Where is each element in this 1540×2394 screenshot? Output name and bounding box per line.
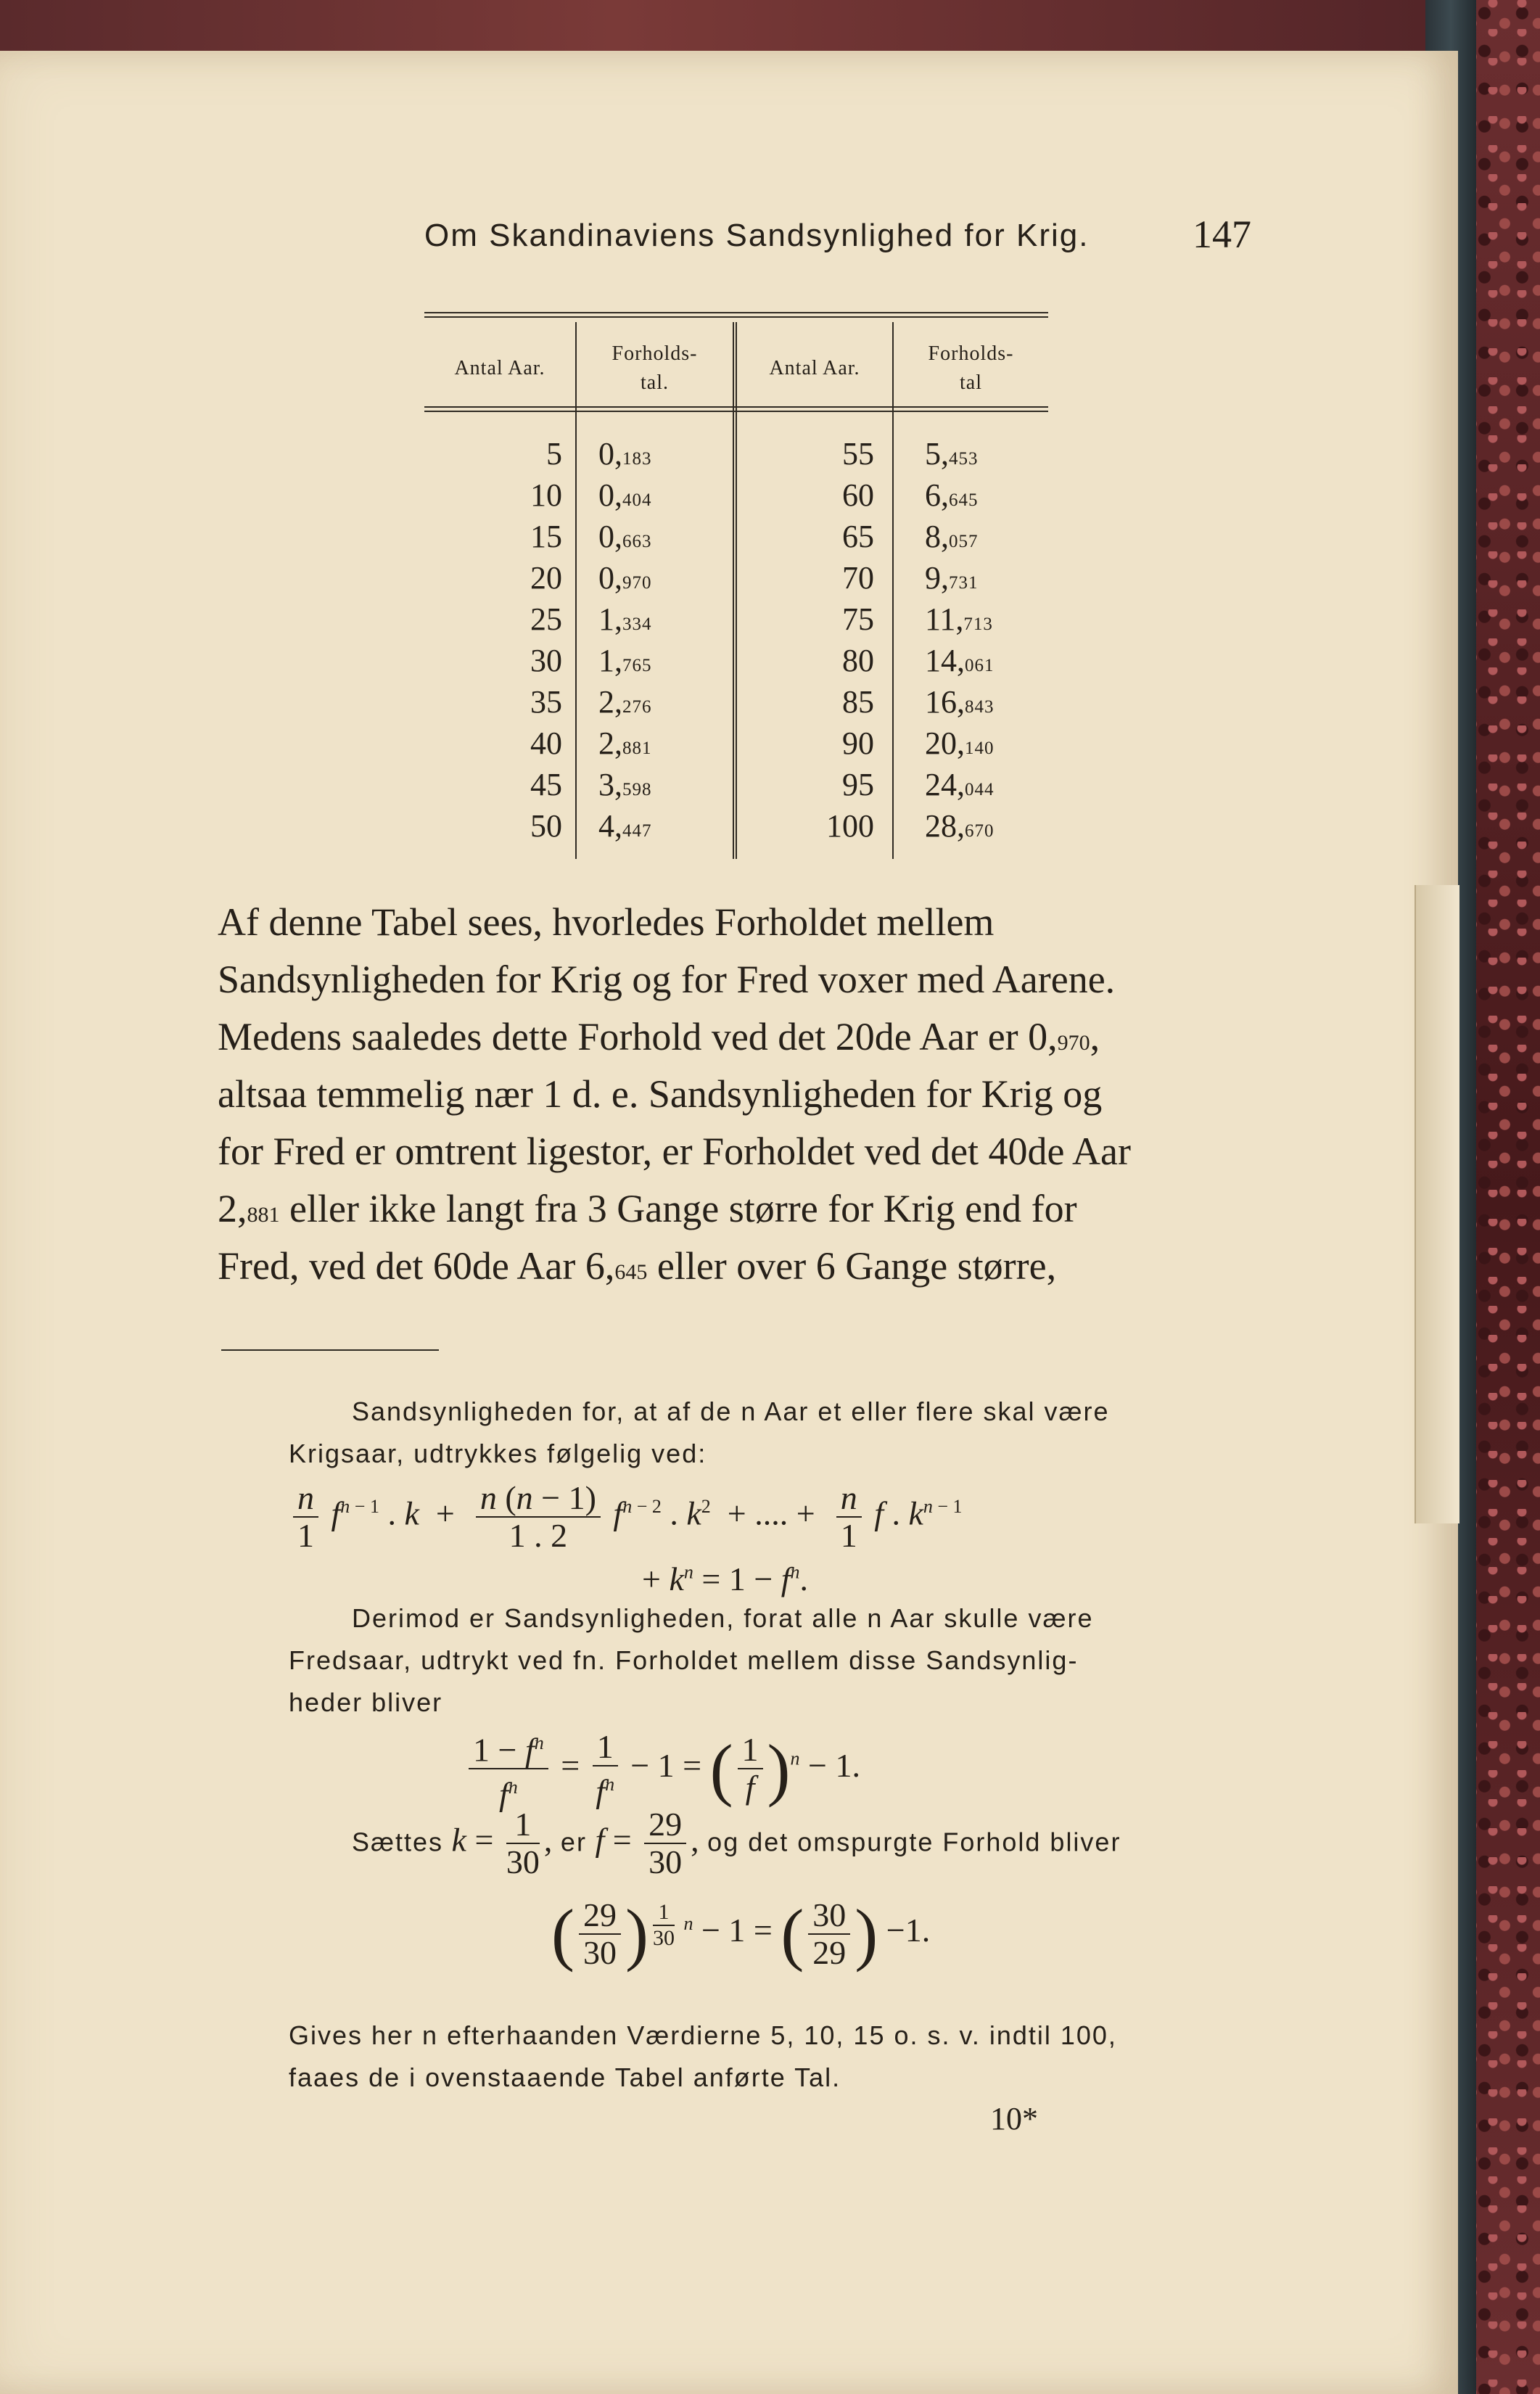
table-cell-ratio: 20,140: [925, 725, 995, 761]
table-top-rule: [424, 312, 1048, 318]
table-cell-years: 15: [530, 519, 562, 554]
table-cell-years: 70: [842, 560, 874, 596]
footnote-line: Fredsaar, udtrykt ved fn. Forholdet mellem disse Sandsynlig-: [289, 1645, 1079, 1675]
table-cell-years: 50: [530, 808, 562, 844]
table-cell-years: 25: [530, 601, 562, 637]
table-cell-ratio: 0,663: [598, 519, 652, 554]
running-head: [424, 213, 1251, 268]
table-cell-years: 60: [842, 477, 874, 513]
equation-ratio: $\frac{1 - f^n}{f^n}$ = $\frac{1}{f^n}$ − 1 = ( $\frac{1}{f}$ )$^n$ − 1.: [464, 1725, 860, 1813]
running-title: Om Skandinaviens Sandsynlighed for Krig.: [424, 218, 1090, 253]
table-cell-ratio: 0,183: [598, 436, 652, 472]
footnote-line: Gives her n efterhaanden Værdierne 5, 10, 15 o. s. v. indtil 100,: [289, 2020, 1117, 2050]
table-cell-years: 10: [530, 477, 562, 513]
table-cell-ratio: 2,881: [598, 725, 652, 761]
table-cell-ratio: 6,645: [925, 477, 979, 513]
table-cell-ratio: 4,447: [598, 808, 652, 844]
table-cell-ratio: 3,598: [598, 767, 652, 802]
text-line: altsaa temmelig nær 1 d. e. Sandsynligheden for Krig og: [218, 1072, 1103, 1116]
table-cell-years: 100: [826, 808, 874, 844]
text-line: Fred, ved det 60de Aar 6,645 eller over 6 Gange større,: [218, 1244, 1057, 1288]
table-header-cell: Forholds- tal: [928, 342, 1014, 394]
table-cell-years: 80: [842, 643, 874, 678]
torn-page-fragment: [1415, 885, 1459, 1523]
table-cell-years: 30: [530, 643, 562, 678]
footnote-rule: [221, 1349, 439, 1351]
table-cell-ratio: 8,057: [925, 519, 979, 554]
text-line: 2,881 eller ikke langt fra 3 Gange større for Krig end for: [218, 1187, 1077, 1230]
equation-result: ( $\frac{29}{30}$ ) $^{\frac{1}{30} n}$ − 1 = ( $\frac{30}{29}$ ) −1.: [551, 1895, 931, 1973]
table-cell-ratio: 5,453: [925, 436, 979, 472]
footnote-line: heder bliver: [289, 1687, 443, 1717]
equation-sum: $\frac{n}{1}$ $f^{n - 1}$ . k + $\frac{n (n - 1)}{1 . 2}$ $f^{n - 2}$ . $k^2$ + .... + $\frac{n}{1}$ f . $k^{n - 1}$: [289, 1480, 963, 1554]
table-header-cell: Forholds- tal.: [612, 342, 698, 394]
text-line: Af denne Tabel sees, hvorledes Forholdet mellem: [218, 900, 995, 944]
table-header-cell: Antal Aar.: [769, 357, 860, 379]
table-cell-ratio: 9,731: [925, 560, 979, 596]
table-cell-ratio: 0,404: [598, 477, 652, 513]
table-cell-years: 5: [546, 436, 562, 472]
table-cell-years: 65: [842, 519, 874, 554]
data-table: [424, 312, 1048, 863]
signature-mark: 10*: [990, 2101, 1038, 2136]
table-cell-years: 95: [842, 767, 874, 802]
table-cell-years: 90: [842, 725, 874, 761]
table-cell-ratio: 28,670: [925, 808, 995, 844]
table-cell-ratio: 16,843: [925, 684, 995, 720]
table-cell-years: 40: [530, 725, 562, 761]
table-cell-years: 45: [530, 767, 562, 802]
page-number: 147: [1193, 213, 1251, 256]
table-cell-ratio: 2,276: [598, 684, 652, 720]
table-cell-years: 85: [842, 684, 874, 720]
table-cell-ratio: 11,713: [925, 601, 993, 637]
table-cell-ratio: 0,970: [598, 560, 652, 596]
footnote-line: Sandsynligheden for, at af de n Aar et eller flere skal være: [352, 1396, 1110, 1426]
footnote-line: faaes de i ovenstaaende Tabel anførte Tal.: [289, 2062, 841, 2092]
table-cell-ratio: 1,765: [598, 643, 652, 678]
footnote-line: Derimod er Sandsynligheden, forat alle n Aar skulle være: [352, 1603, 1094, 1633]
table-cell-years: 35: [530, 684, 562, 720]
table-cell-ratio: 24,044: [925, 767, 995, 802]
table-cell-years: 75: [842, 601, 874, 637]
equation-sum-tail: + $k^n = 1 - f^n$.: [642, 1560, 809, 1597]
text-line: Sandsynligheden for Krig og for Fred voxer med Aarene.: [218, 958, 1116, 1001]
table-header-cell: Antal Aar.: [454, 357, 545, 379]
table-cell-ratio: 14,061: [925, 643, 995, 678]
table-cell-years: 20: [530, 560, 562, 596]
main-paragraph: [218, 894, 1248, 1295]
text-line: Medens saaledes dette Forhold ved det 20de Aar er 0,970,: [218, 1015, 1100, 1058]
footnote-line: Krigsaar, udtrykkes følgelig ved:: [289, 1439, 707, 1468]
table-cell-years: 55: [842, 436, 874, 472]
equation-substitution: Sættes k = $\frac{1}{30}$ , er f = $\frac{29}{30}$ , og det omspurgte Forhold bliver: [352, 1806, 1121, 1880]
text-line: for Fred er omtrent ligestor, er Forholdet ved det 40de Aar: [218, 1130, 1131, 1173]
table-cell-ratio: 1,334: [598, 601, 652, 637]
